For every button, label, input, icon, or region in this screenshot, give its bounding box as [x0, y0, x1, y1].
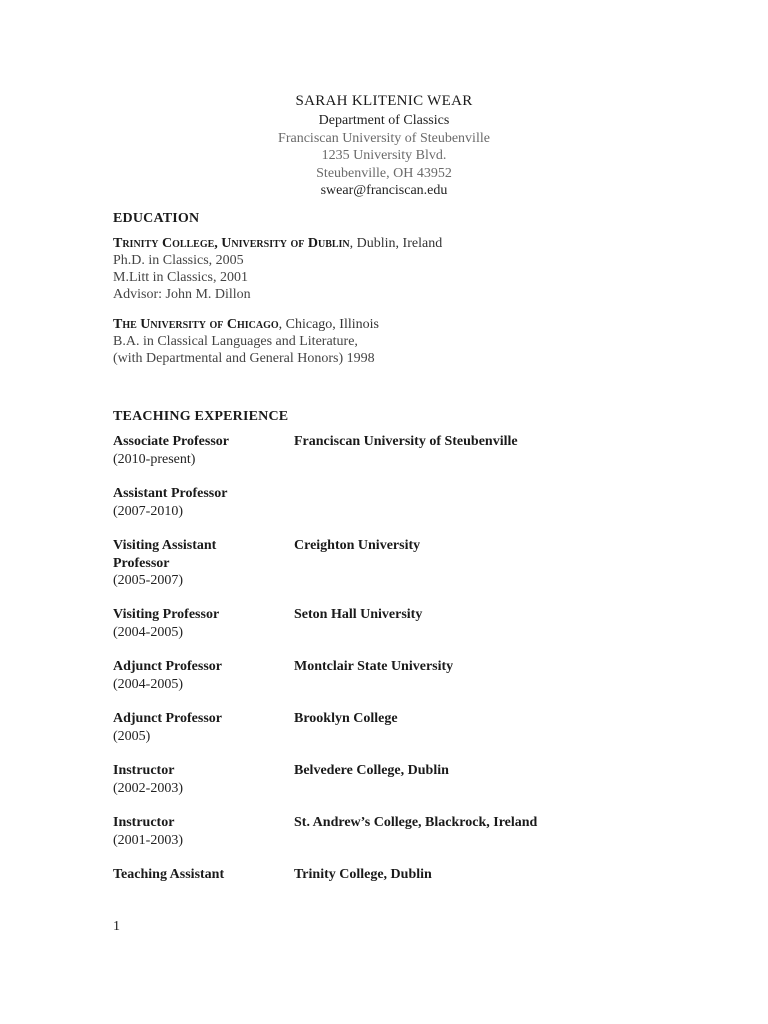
education-honors: (with Departmental and General Honors) 1998: [113, 351, 375, 366]
position-years: (2010-present): [113, 451, 196, 467]
position-title: Teaching Assistant: [113, 867, 225, 882]
position-years: (2002-2003): [113, 780, 183, 796]
education-degree: B.A. in Classical Languages and Literature,: [113, 334, 358, 349]
email: swear@franciscan.edu: [320, 183, 448, 198]
position-years: (2004-2005): [113, 624, 183, 640]
university: Franciscan University of Steubenville: [278, 130, 490, 146]
education-institution: The University of Chicago: [113, 317, 279, 332]
city-address: Steubenville, OH 43952: [316, 165, 452, 181]
position-years: (2005-2007): [113, 573, 183, 588]
position-title: Instructor: [113, 763, 175, 778]
position-title: Visiting Professor: [113, 607, 220, 622]
education-degree: M.Litt in Classics, 2001: [113, 270, 248, 285]
position-institution: Seton Hall University: [294, 607, 423, 622]
position-institution: Belvedere College, Dublin: [294, 763, 449, 778]
position-title: Adjunct Professor: [113, 659, 223, 674]
position-years: (2001-2003): [113, 832, 183, 848]
position-institution: Montclair State University: [294, 659, 454, 674]
position-years: (2007-2010): [113, 503, 183, 519]
department: Department of Classics: [318, 113, 450, 128]
street-address: 1235 University Blvd.: [321, 148, 447, 163]
cv-header: [0, 92, 768, 200]
position-title: Instructor: [113, 815, 175, 830]
education-heading: EDUCATION: [113, 211, 200, 226]
position-title: Adjunct Professor: [113, 711, 223, 726]
position-institution: Franciscan University of Steubenville: [294, 434, 518, 449]
position-title: Assistant Professor: [113, 486, 228, 501]
education-entry: [113, 316, 673, 367]
education-location: , Chicago, Illinois: [278, 317, 379, 332]
position-years: (2005): [113, 728, 151, 744]
education-advisor: Advisor: John M. Dillon: [113, 287, 251, 302]
position-years: (2004-2005): [113, 676, 183, 692]
education-institution: Trinity College, University of Dublin: [113, 236, 350, 251]
position-institution: St. Andrew’s College, Blackrock, Ireland: [294, 815, 538, 830]
education-degree: Ph.D. in Classics, 2005: [113, 253, 244, 268]
position-institution: Creighton University: [294, 538, 421, 553]
page-number: 1: [113, 919, 120, 934]
position-title: Visiting Assistant Professor: [113, 538, 217, 571]
education-location: , Dublin, Ireland: [349, 236, 443, 251]
position-institution: Trinity College, Dublin: [294, 867, 432, 882]
position-institution: Brooklyn College: [294, 711, 398, 726]
education-entry: [113, 235, 673, 303]
position-title: Associate Professor: [113, 434, 229, 449]
author-name: SARAH KLITENIC WEAR: [295, 93, 473, 109]
teaching-heading: TEACHING EXPERIENCE: [113, 409, 289, 424]
